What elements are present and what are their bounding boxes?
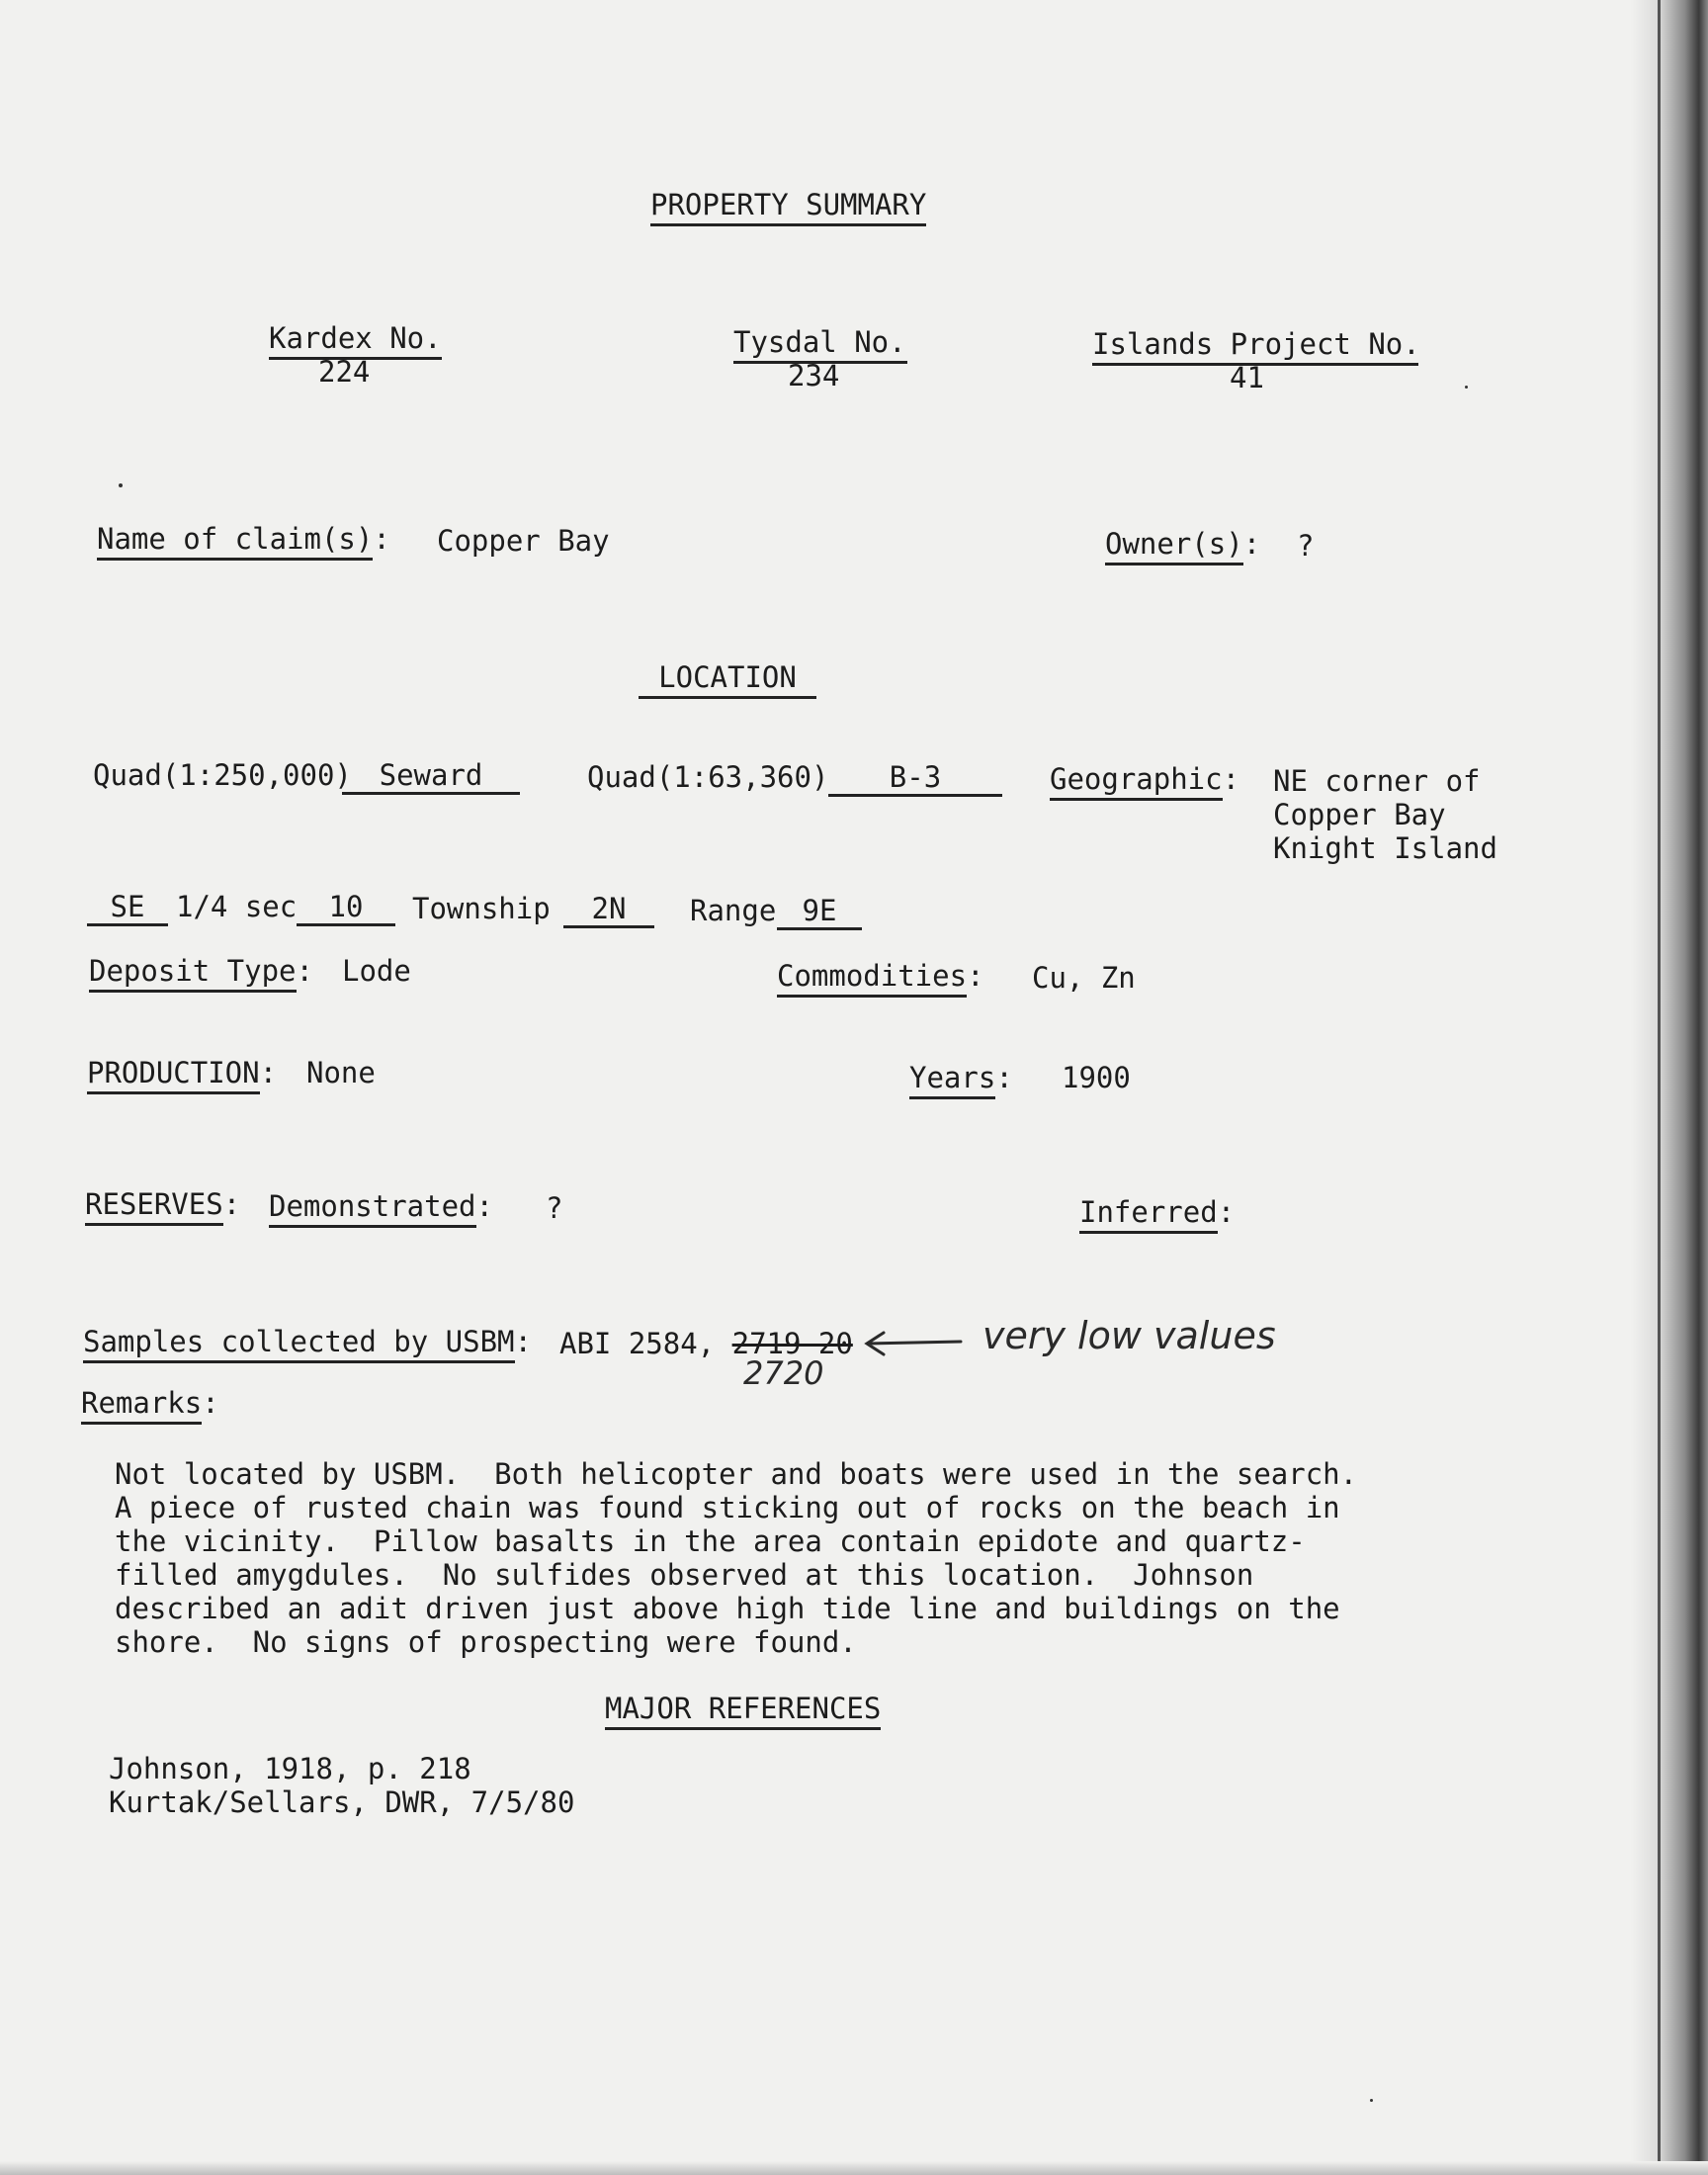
- township-label: Township: [412, 892, 551, 925]
- location-heading: LOCATION: [639, 660, 816, 699]
- remarks-line: shore. No signs of prospecting were found.: [115, 1625, 857, 1659]
- demonstrated-label: Demonstrated: [269, 1189, 476, 1228]
- kardex-value: 224: [318, 355, 371, 389]
- page-title: PROPERTY SUMMARY: [650, 188, 926, 226]
- geographic-label: Geographic: [1050, 762, 1223, 801]
- commodities-label: Commodities: [777, 959, 967, 998]
- inferred-label: Inferred: [1079, 1195, 1218, 1234]
- owner-field: Owner(s):: [1105, 527, 1260, 561]
- remarks-field: Remarks:: [81, 1386, 219, 1420]
- page-bottom-shadow: [0, 2161, 1708, 2175]
- claim-name-field: Name of claim(s):: [97, 522, 390, 556]
- years-value: 1900: [1062, 1061, 1131, 1094]
- tysdal-value: 234: [788, 359, 840, 392]
- samples-label: Samples collected by USBM: [83, 1325, 515, 1363]
- commodities-field: Commodities:: [777, 959, 984, 993]
- production-field: PRODUCTION:: [87, 1056, 277, 1089]
- geographic-line-2: Copper Bay: [1273, 798, 1446, 831]
- kardex-label: Kardex No.: [269, 321, 442, 360]
- owner-value: ?: [1297, 529, 1315, 563]
- scan-speck: [119, 483, 123, 487]
- years-label: Years: [909, 1061, 995, 1099]
- samples-value-prefix: ABI 2584,: [559, 1327, 732, 1360]
- claim-name-value: Copper Bay: [437, 524, 610, 558]
- islands-project-label: Islands Project No.: [1092, 327, 1418, 366]
- deposit-type-value: Lode: [342, 954, 411, 988]
- township-value: 2N: [563, 892, 654, 928]
- quarter-value: SE: [87, 890, 168, 926]
- inferred-field: Inferred:: [1079, 1195, 1235, 1229]
- remarks-line: the vicinity. Pillow basalts in the area contain epidote and quartz-: [115, 1524, 1306, 1558]
- demonstrated-field: Demonstrated:: [269, 1189, 493, 1223]
- demonstrated-value: ?: [546, 1191, 563, 1225]
- handwritten-arrow-icon: [862, 1329, 963, 1358]
- reserves-label: RESERVES: [85, 1187, 223, 1226]
- remarks-line: A piece of rusted chain was found sticking out of rocks on the beach in: [115, 1491, 1340, 1524]
- range-label: Range: [690, 894, 777, 927]
- samples-struck-value: 2719-20: [731, 1327, 853, 1360]
- tysdal-label: Tysdal No.: [733, 325, 907, 364]
- geographic-line-1: NE corner of: [1273, 764, 1481, 798]
- quad250-value: Seward: [342, 758, 520, 795]
- samples-field: Samples collected by USBM:: [83, 1325, 532, 1358]
- years-field: Years:: [909, 1061, 1013, 1094]
- production-label: PRODUCTION: [87, 1056, 260, 1094]
- reference-item: Johnson, 1918, p. 218: [109, 1752, 471, 1785]
- geographic-line-3: Knight Island: [1273, 831, 1497, 865]
- quarter-sec-label: 1/4 sec: [176, 890, 298, 923]
- production-value: None: [306, 1056, 376, 1089]
- commodities-value: Cu, Zn: [1032, 961, 1136, 995]
- page-edge-shadow: [1631, 0, 1708, 2175]
- deposit-type-field: Deposit Type:: [89, 954, 313, 988]
- quad250-label: Quad(1:250,000): [93, 758, 352, 792]
- quad63-label: Quad(1:63,360): [587, 760, 829, 794]
- references-heading: MAJOR REFERENCES: [605, 1692, 881, 1730]
- reserves-field: RESERVES:: [85, 1187, 240, 1221]
- remarks-label: Remarks: [81, 1386, 202, 1425]
- quad63-value: B-3: [828, 760, 1002, 797]
- islands-project-value: 41: [1230, 361, 1264, 394]
- owner-label: Owner(s): [1105, 527, 1243, 566]
- reference-item: Kurtak/Sellars, DWR, 7/5/80: [109, 1785, 575, 1819]
- scan-speck: [1465, 386, 1468, 389]
- remarks-line: Not located by USBM. Both helicopter and boats were used in the search.: [115, 1457, 1358, 1491]
- geographic-field: Geographic:: [1050, 762, 1239, 796]
- handwritten-note: very low values: [982, 1314, 1276, 1357]
- scan-speck: [1370, 2099, 1373, 2102]
- remarks-line: described an adit driven just above high tide line and buildings on the: [115, 1592, 1340, 1625]
- section-value: 10: [297, 890, 395, 926]
- handwritten-correction: 2720: [743, 1354, 824, 1392]
- page-edge-line: [1658, 0, 1661, 2175]
- claim-name-label: Name of claim(s): [97, 522, 373, 561]
- deposit-type-label: Deposit Type: [89, 954, 297, 993]
- remarks-line: filled amygdules. No sulfides observed at this location. Johnson: [115, 1558, 1254, 1592]
- range-value: 9E: [777, 894, 862, 930]
